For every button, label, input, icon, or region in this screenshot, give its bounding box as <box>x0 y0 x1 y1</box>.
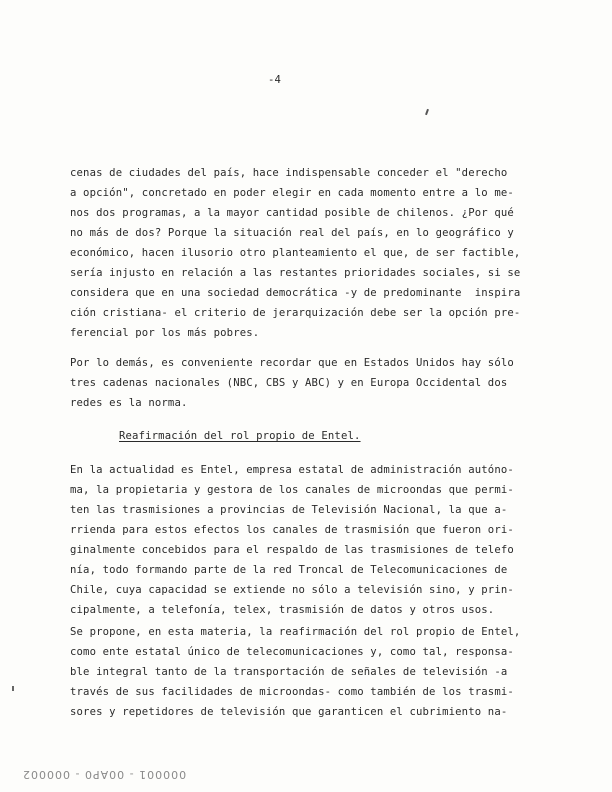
stray-ink-mark <box>425 109 429 115</box>
paragraph-line: cenas de ciudades del país, hace indispensable conceder el "derecho <box>70 167 508 179</box>
paragraph-line: ma, la propietaria y gestora de los canales de microondas que permi- <box>70 484 514 496</box>
paragraph-line: nía, todo formando parte de la red Troncal de Telecomunicaciones de <box>70 564 508 576</box>
archive-stamp: 000001 - 00AP0 - 000002 <box>22 768 187 781</box>
paragraph-line: como ente estatal único de telecomunicaciones y, como tal, responsa- <box>70 646 514 658</box>
paragraph-line: ten las trasmisiones a provincias de Televisión Nacional, la que a- <box>70 504 508 516</box>
paragraph-line: nos dos programas, a la mayor cantidad posible de chilenos. ¿Por qué <box>70 207 514 219</box>
margin-ink-mark <box>12 686 14 691</box>
paragraph-line: no más de dos? Porque la situación real del país, en lo geográfico y <box>70 227 514 239</box>
paragraph-line: ción cristiana- el criterio de jerarquización debe ser la opción pre- <box>70 307 521 319</box>
paragraph-line: económico, hacen ilusorio otro planteamiento el que, de ser factible, <box>70 247 521 259</box>
page-number: -4 <box>268 74 282 86</box>
paragraph-1 <box>70 163 550 343</box>
paragraph-line: redes es la norma. <box>70 397 188 409</box>
paragraph-line: sería injusto en relación a las restantes prioridades sociales, si se <box>70 267 521 279</box>
paragraph-4 <box>70 622 550 722</box>
paragraph-line: cipalmente, a telefonía, telex, trasmisión de datos y otros usos. <box>70 604 495 616</box>
paragraph-line: rrienda para estos efectos los canales de trasmisión que fueron ori- <box>70 524 514 536</box>
paragraph-3 <box>70 460 550 620</box>
paragraph-line: ferencial por los más pobres. <box>70 327 260 339</box>
paragraph-line: tres cadenas nacionales (NBC, CBS y ABC) y en Europa Occidental dos <box>70 377 508 389</box>
paragraph-line: ble integral tanto de la transportación de señales de televisión -a <box>70 666 508 678</box>
paragraph-line: considera que en una sociedad democrática -y de predominante inspira <box>70 287 521 299</box>
paragraph-line: En la actualidad es Entel, empresa estatal de administración autóno- <box>70 464 514 476</box>
paragraph-line: Se propone, en esta materia, la reafirmación del rol propio de Entel, <box>70 626 521 638</box>
paragraph-line: Chile, cuya capacidad se extiende no sólo a televisión sino, y prin- <box>70 584 514 596</box>
paragraph-line: a opción", concretado en poder elegir en cada momento entre a lo me- <box>70 187 514 199</box>
paragraph-2 <box>70 353 550 413</box>
paragraph-line: ginalmente concebidos para el respaldo de las trasmisiones de telefo <box>70 544 514 556</box>
paragraph-line: través de sus facilidades de microondas- como también de los trasmi- <box>70 686 514 698</box>
section-heading: Reafirmación del rol propio de Entel. <box>119 430 361 442</box>
paragraph-line: Por lo demás, es conveniente recordar que en Estados Unidos hay sólo <box>70 357 514 369</box>
paragraph-line: sores y repetidores de televisión que garanticen el cubrimiento na- <box>70 706 508 718</box>
